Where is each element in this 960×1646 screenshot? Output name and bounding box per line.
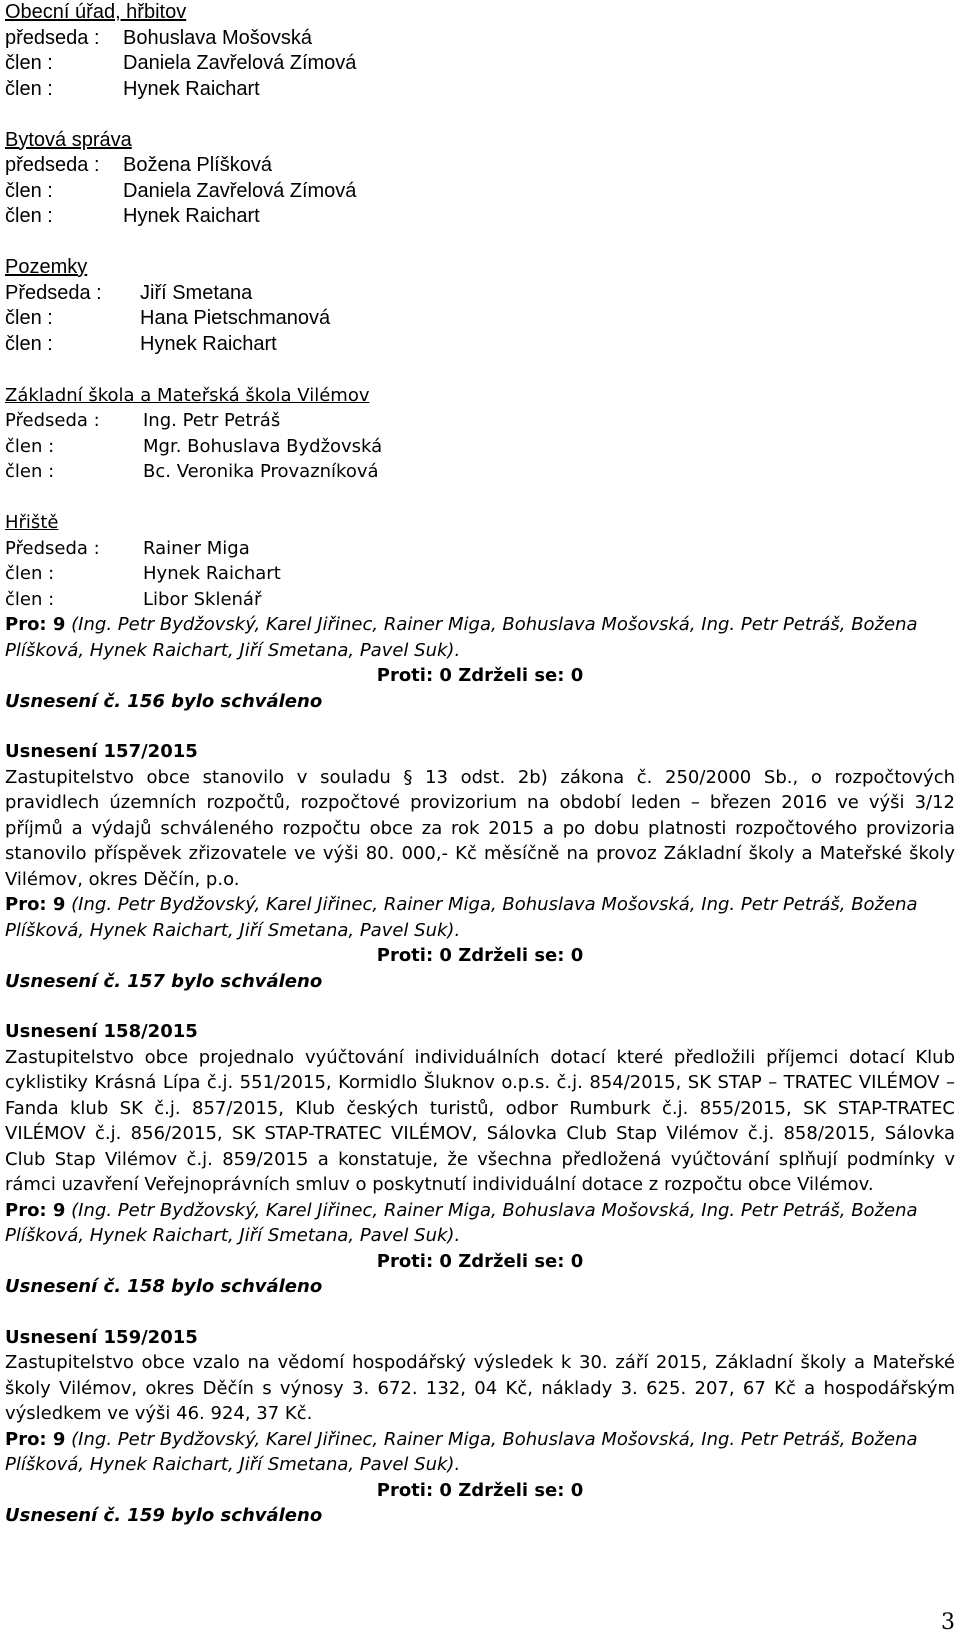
vote-names: (Ing. Petr Bydžovský, Karel Jiřinec, Rainer Miga, Bohuslava Mošovská, Ing. Petr Petráš, Božena Plíšková, Hynek Raichart, Jiří Smetana, Pavel Suk). [5,1199,918,1246]
committee-pozemky [5,255,955,357]
member-role: předseda : [5,154,106,176]
resolution-text: Zastupitelstvo obce vzalo na vědomí hospodářský výsledek k 30. září 2015, Základní školy a Mateřské školy Vilémov, okres Děčín s výnosy 3. 672. 132, 04 Kč, náklady 3. 625. 207, 67 Kč a hospodářským výsledkem ve výši 46. 924, 37 Kč. [5,1352,955,1424]
member-role: předseda : [5,26,106,49]
member-role: člen : [5,435,60,457]
member-role: člen : [5,588,60,610]
member-role: člen : [5,77,59,100]
vote-record [5,1427,955,1478]
member-name: Hynek Raichart [123,77,260,100]
resolution-result: Usnesení č. 158 bylo schváleno [5,1276,323,1297]
vote-against: Proti: 0 Zdrželi se: 0 [376,1250,584,1272]
vote-names: (Ing. Petr Bydžovský, Karel Jiřinec, Rainer Miga, Bohuslava Mošovská, Ing. Petr Petráš, Božena Plíšková, Hynek Raichart, Jiří Smetana, Pavel Suk). [5,894,918,941]
member-name: Daniela Zavřelová Zímová [123,179,357,202]
member-role: člen : [5,563,60,584]
vote-against: Proti: 0 Zdrželi se: 0 [376,665,584,686]
committee-title: Hřiště [5,512,59,533]
vote-record [5,892,955,943]
member-name: Hynek Raichart [123,205,260,227]
vote-pro-label: Pro: 9 [5,1199,66,1221]
member-role: Předseda : [5,410,106,431]
member-name: Daniela Zavřelová Zímová [123,52,357,74]
member-role: člen : [5,52,59,74]
vote-against: Proti: 0 Zdrželi se: 0 [376,1479,584,1501]
member-name: Hynek Raichart [140,332,277,355]
member-name: Ing. Petr Petráš [143,410,281,431]
resolution-heading: Usnesení 158/2015 [5,1021,198,1042]
resolution-heading: Usnesení 157/2015 [5,741,198,762]
page-number: 3 [941,1610,955,1635]
committee-hriste [5,510,955,612]
member-name: Bc. Veronika Provazníková [143,461,379,482]
member-role: Předseda : [5,537,106,559]
vote-names: (Ing. Petr Bydžovský, Karel Jiřinec, Rainer Miga, Bohuslava Mošovská, Ing. Petr Petráš, Božena Plíšková, Hynek Raichart, Jiří Smetana, Pavel Suk). [5,614,918,661]
committee-obecni-urad [5,0,955,102]
committee-title: Bytová správa [5,128,132,151]
member-name: Hana Pietschmanová [140,307,331,329]
committee-bytova-sprava [5,128,955,230]
resolution-result: Usnesení č. 156 bylo schváleno [5,690,323,712]
member-role: člen : [5,179,59,202]
resolution-text: Zastupitelstvo obce projednalo vyúčtování individuálních dotací které předložili příjemci dotací Klub cyklistiky Krásná Lípa č.j. 551/2015, Kormidlo Šluknov o.p.s. č.j. 854/2015, SK STAP – TRATEC VILÉMOV – Fanda klub SK č.j. 857/2015, Klub českých turistů, odbor Rumburk č.j. 855/2015, SK STAP-TRATEC VILÉMOV č.j. 856/2015, SK STAP-TRATEC VILÉMOV, Sálovka Club Stap Vilémov č.j. 858/2015, Sálovka Club Stap Vilémov č.j. 859/2015 a konstatuje, že všechna předložená vyúčtování splňují podmínky v rámci uzavření Veřejnoprávních smluv o poskytnutí individuální dotace z rozpočtu obce Vilémov. [5,1046,955,1195]
vote-names: (Ing. Petr Bydžovský, Karel Jiřinec, Rainer Miga, Bohuslava Mošovská, Ing. Petr Petráš, Božena Plíšková, Hynek Raichart, Jiří Smetana, Pavel Suk). [5,1428,918,1475]
resolution-text: Zastupitelstvo obce stanovilo v souladu § 13 odst. 2b) zákona č. 250/2000 Sb., o rozpočtových pravidlech územních rozpočtů, rozpočtové provizorium na období leden – březen 2016 ve výši 3/12 příjmů a výdajů schváleného rozpočtu obce za rok 2015 a po dobu platnosti rozpočtového provizoria stanovilo příspěvek zřizovatele ve výši 80. 000,- Kč měsíčně na provoz Základní školy a Mateřské školy Vilémov, okres Děčín, p.o. [5,766,955,890]
member-name: Božena Plíšková [123,154,272,176]
member-name: Libor Sklenář [143,588,262,610]
member-role: člen : [5,332,59,355]
vote-record [5,612,955,663]
member-role: Předseda : [5,281,108,304]
member-name: Hynek Raichart [143,563,281,584]
vote-pro-label: Pro: 9 [5,894,66,915]
document-page [5,0,955,1635]
member-role: člen : [5,307,59,329]
member-name: Bohuslava Mošovská [123,26,312,49]
member-role: člen : [5,461,60,482]
vote-pro-label: Pro: 9 [5,614,66,635]
vote-pro-label: Pro: 9 [5,1428,66,1450]
committee-title: Obecní úřad, hřbitov [5,1,187,23]
resolution-heading: Usnesení 159/2015 [5,1326,198,1348]
committee-title: Základní škola a Mateřská škola Vilémov [5,384,370,406]
committee-zakladni-skola [5,383,955,485]
vote-against: Proti: 0 Zdrželi se: 0 [376,945,584,966]
committee-title: Pozemky [5,256,88,278]
resolution-result: Usnesení č. 157 bylo schváleno [5,970,323,992]
vote-record [5,1198,955,1249]
resolution-result: Usnesení č. 159 bylo schváleno [5,1505,323,1526]
member-name: Mgr. Bohuslava Bydžovská [143,435,383,457]
member-name: Rainer Miga [143,537,250,559]
member-role: člen : [5,205,59,227]
member-name: Jiří Smetana [140,281,253,304]
